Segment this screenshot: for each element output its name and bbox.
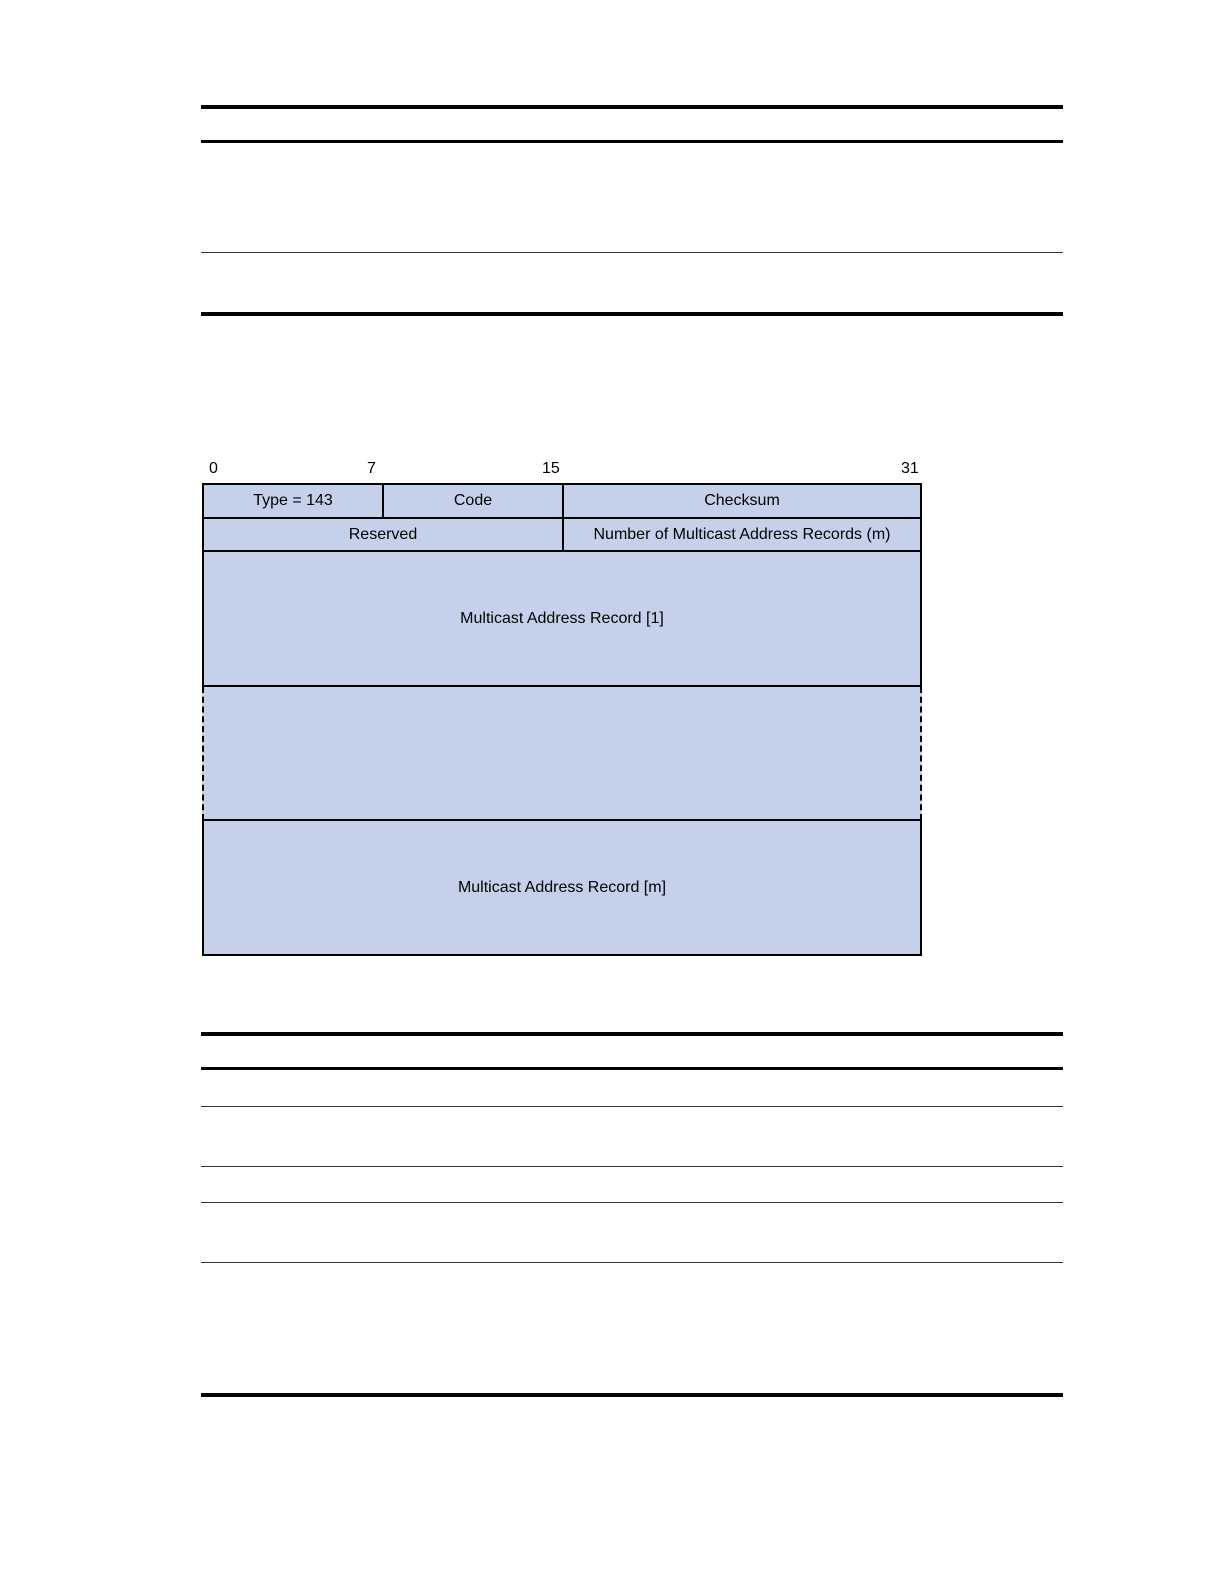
bit-label-0: 0 <box>209 460 218 477</box>
field-code: Code <box>382 483 564 519</box>
bit-label-31: 31 <box>901 460 919 477</box>
field-number-of-records: Number of Multicast Address Records (m) <box>562 517 922 552</box>
field-multicast-address-record-first: Multicast Address Record [1] <box>202 550 922 687</box>
table2-bottom-rule <box>201 1393 1063 1397</box>
table2-row-divider-4 <box>201 1262 1063 1263</box>
field-multicast-address-records-ellipsis <box>202 687 922 820</box>
table1-top-rule <box>201 105 1063 109</box>
table2-top-rule <box>201 1032 1063 1036</box>
table2-row-divider-1 <box>201 1106 1063 1107</box>
table2-header-rule <box>201 1067 1063 1070</box>
table1-header-rule <box>201 140 1063 143</box>
bit-label-7: 7 <box>367 460 376 477</box>
table1-row-divider <box>201 252 1063 253</box>
table2-row-divider-3 <box>201 1202 1063 1203</box>
field-type: Type = 143 <box>202 483 384 519</box>
field-multicast-address-record-last: Multicast Address Record [m] <box>202 819 922 956</box>
field-reserved: Reserved <box>202 517 564 552</box>
table2-row-divider-2 <box>201 1166 1063 1167</box>
bit-label-15: 15 <box>542 460 560 477</box>
table1-bottom-rule <box>201 312 1063 316</box>
field-checksum: Checksum <box>562 483 922 519</box>
